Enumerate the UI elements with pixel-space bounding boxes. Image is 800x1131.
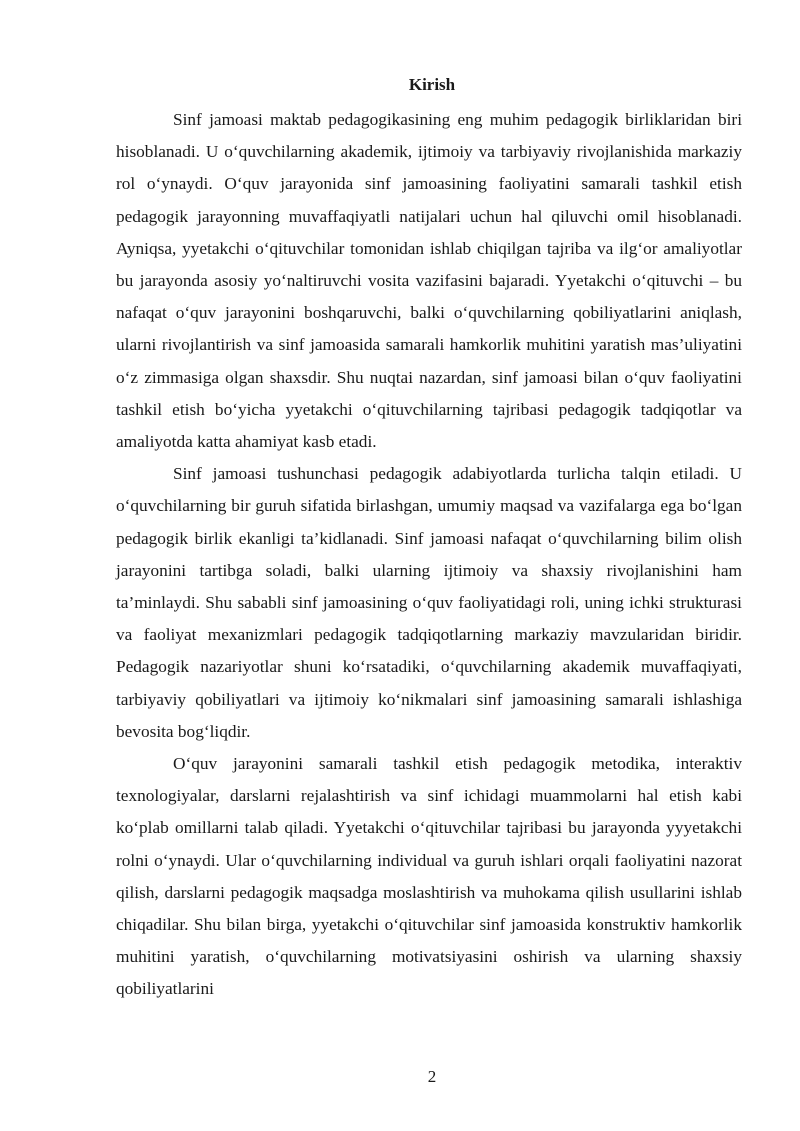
page-number: 2 [427,1067,437,1086]
body-text [116,104,742,1006]
paragraph-2: Sinf jamoasi tushunchasi pedagogik adabiyotlarda turlicha talqin etiladi. U o‘quvchilarning bir guruh sifatida birlashgan, umumiy maqsad va vazifalarga ega bo‘lgan pedagogik birlik ekanligi ta’kidlanadi. Sinf jamoasi nafaqat o‘quvchilarning bilim olish jarayonini tartibga soladi, balki ularning ijtimoiy va shaxsiy rivojlanishini ham ta’minlaydi. Shu sababli sinf jamoasining o‘quv faoliyatidagi roli, uning ichki strukturasi va faoliyat mexanizmlari pedagogik tadqiqotlarning markaziy mavzularidan biridir. Pedagogik nazariyotlar shuni ko‘rsatadiki, o‘quvchilarning akademik muvaffaqiyati, tarbiyaviy qobiliyatlari va ijtimoiy ko‘nikmalari sinf jamoasining samarali ishlashiga bevosita bog‘liqdir. [116,464,742,741]
page-title: Kirish [408,75,456,94]
paragraph-1: Sinf jamoasi maktab pedagogikasining eng muhim pedagogik birliklaridan biri hisoblanadi. U o‘quvchilarning akademik, ijtimoiy va tarbiyaviy rivojlanishida markaziy rol o‘ynaydi. O‘quv jarayonida sinf jamoasining faoliyatini samarali tashkil etish pedagogik jarayonning muvaffaqiyatli natijalari uchun hal qiluvchi omil hisoblanadi. Ayniqsa, yyetakchi o‘qituvchilar tomonidan ishlab chiqilgan tajriba va ilg‘or amaliyotlar bu jarayonda asosiy yo‘naltiruvchi vosita vazifasini bajaradi. Yyetakchi o‘qituvchi – bu nafaqat o‘quv jarayonini boshqaruvchi, balki o‘quvchilarning qobiliyatlarini aniqlash, ularni rivojlantirish va sinf jamoasida samarali hamkorlik muhitini yaratish mas’uliyatini o‘z zimmasiga olgan shaxsdir. Shu nuqtai nazardan, sinf jamoasi bilan o‘quv faoliyatini tashkil etish bo‘yicha yyetakchi o‘qituvchilarning tajribasi pedagogik tadqiqotlar va amaliyotda katta ahamiyat kasb etadi. [116,110,742,452]
paragraph-3: O‘quv jarayonini samarali tashkil etish pedagogik metodika, interaktiv texnologiyalar, darslarni rejalashtirish va sinf ichidagi muammolarni hal etish kabi ko‘plab omillarni talab qiladi. Yyetakchi o‘qituvchilar tajribasi bu jarayonda yyyetakchi rolni o‘ynaydi. Ular o‘quvchilarning individual va guruh ishlari orqali faoliyatini nazorat qilish, darslarni pedagogik maqsadga moslashtirish va muhokama qilish usullarini ishlab chiqadilar. Shu bilan birga, yyetakchi o‘qituvchilar sinf jamoasida konstruktiv hamkorlik muhitini yaratish, o‘quvchilarning motivatsiyasini oshirish va ularning shaxsiy qobiliyatlarini [116,754,742,999]
